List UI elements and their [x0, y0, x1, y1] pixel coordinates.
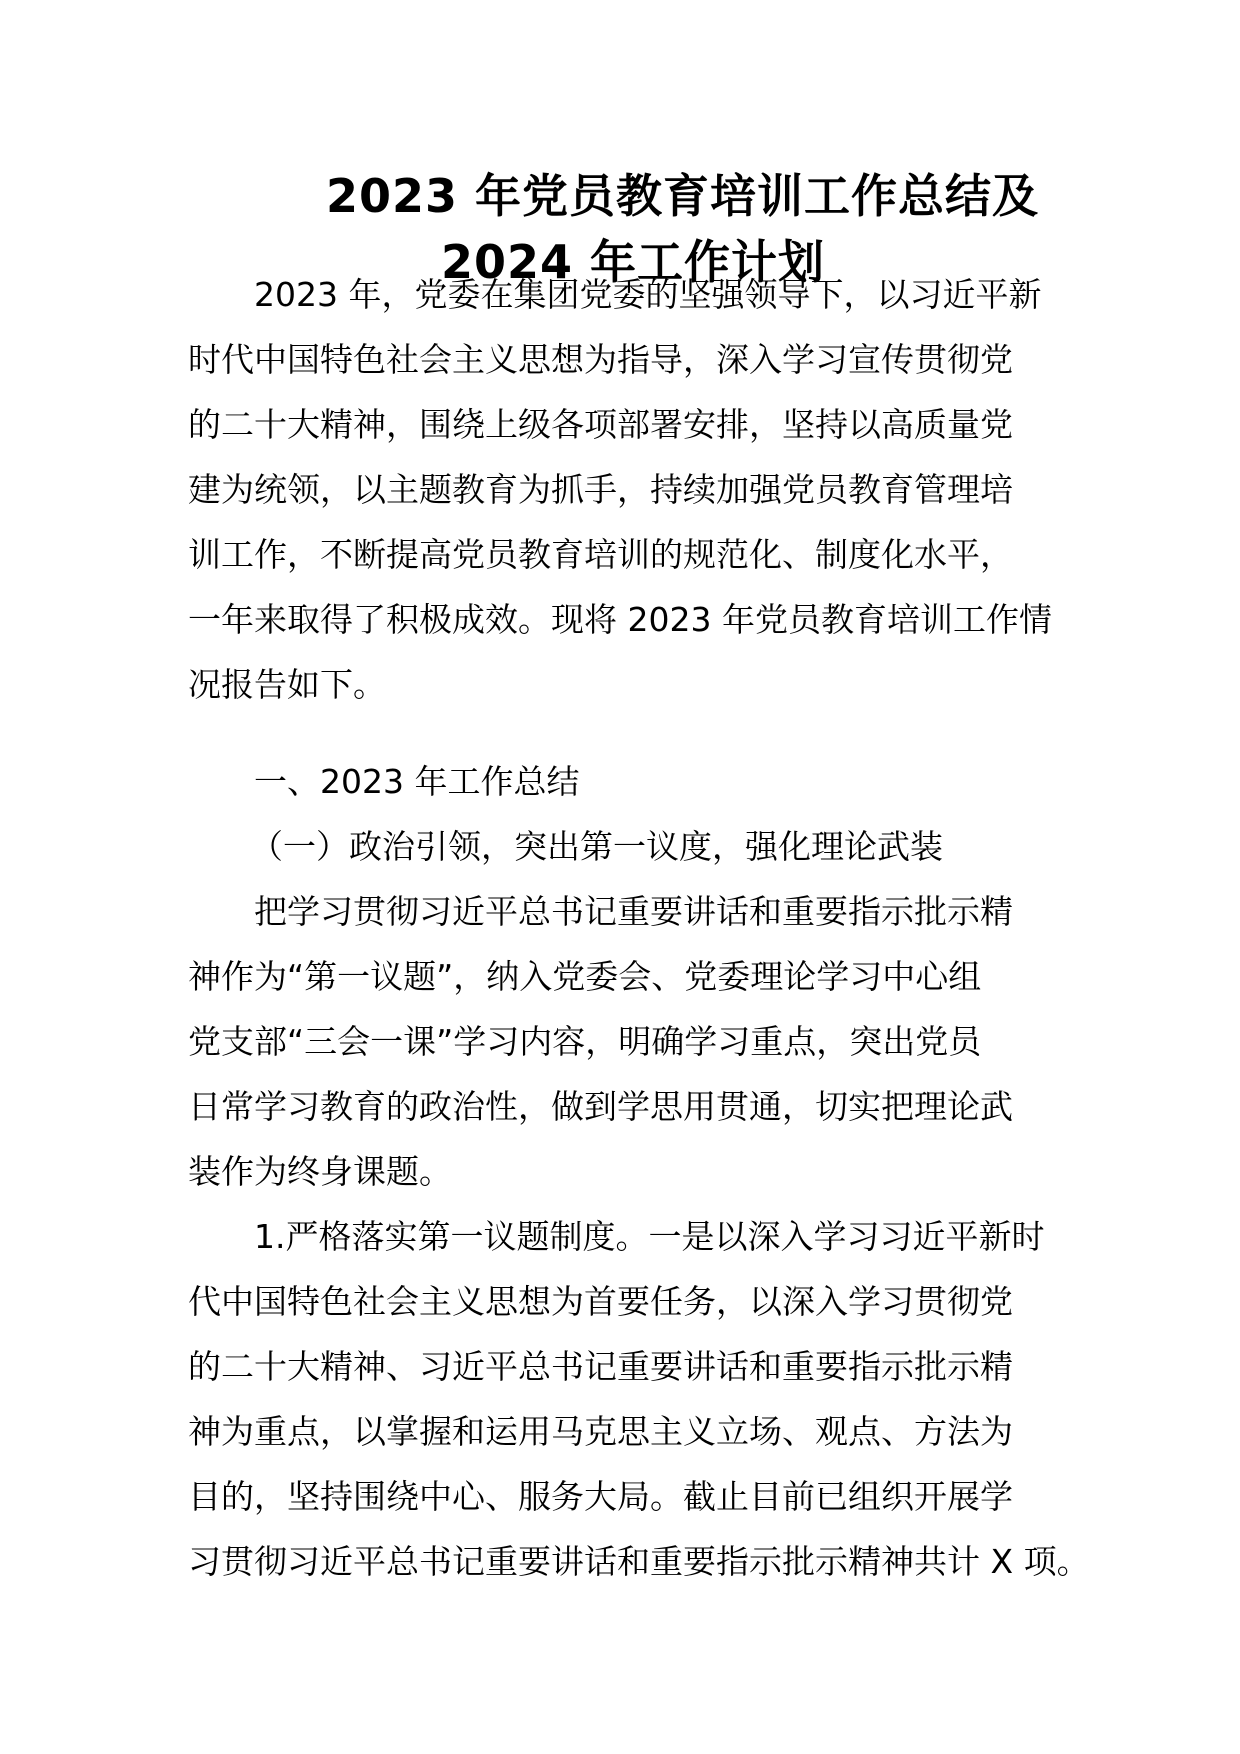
paragraph-first-topic	[188, 879, 1058, 1204]
paragraph-intro	[188, 262, 1058, 717]
subsection-heading	[188, 814, 1058, 879]
paragraph-line: 日常学习教育的政治性，做到学思用贯通，切实把理论武	[188, 1087, 1013, 1126]
paragraph-line: 建为统领，以主题教育为抓手，持续加强党员教育管理培	[188, 470, 1013, 509]
paragraph-line: 习贯彻习近平总书记重要讲话和重要指示批示精神共计 X 项。	[188, 1542, 1090, 1581]
subsection-heading-text: （一）政治引领，突出第一议度，强化理论武装	[250, 827, 943, 866]
paragraph-line: 把学习贯彻习近平总书记重要讲话和重要指示批示精	[254, 892, 1013, 931]
paragraph-line: 一年来取得了积极成效。现将 2023 年党员教育培训工作情	[188, 600, 1052, 639]
paragraph-line: 1.严格落实第一议题制度。一是以深入学习习近平新时	[254, 1217, 1045, 1256]
paragraph-line: 代中国特色社会主义思想为首要任务，以深入学习贯彻党	[188, 1282, 1013, 1321]
document-title-line-2: 2024 年工作计划	[441, 235, 826, 289]
section-heading	[188, 749, 1058, 814]
document-title-line-1: 2023 年党员教育培训工作总结及	[326, 169, 1040, 223]
paragraph-line: 神作为“第一议题”，纳入党委会、党委理论学习中心组	[188, 957, 982, 996]
paragraph-item-1	[188, 1204, 1090, 1594]
paragraph-line: 2023 年，党委在集团党委的坚强领导下，以习近平新	[254, 275, 1042, 314]
paragraph-line: 的二十大精神，围绕上级各项部署安排，坚持以高质量党	[188, 405, 1013, 444]
paragraph-line: 装作为终身课题。	[188, 1152, 452, 1191]
paragraph-line: 时代中国特色社会主义思想为指导，深入学习宣传贯彻党	[188, 340, 1013, 379]
paragraph-line: 目的，坚持围绕中心、服务大局。截止目前已组织开展学	[188, 1477, 1013, 1516]
paragraph-line: 况报告如下。	[188, 665, 386, 704]
section-heading-text: 一、2023 年工作总结	[254, 762, 580, 801]
paragraph-line: 的二十大精神、习近平总书记重要讲话和重要指示批示精	[188, 1347, 1013, 1386]
paragraph-line: 党支部“三会一课”学习内容，明确学习重点，突出党员	[188, 1022, 982, 1061]
paragraph-line: 训工作，不断提高党员教育培训的规范化、制度化水平，	[188, 535, 1013, 574]
paragraph-line: 神为重点，以掌握和运用马克思主义立场、观点、方法为	[188, 1412, 1013, 1451]
